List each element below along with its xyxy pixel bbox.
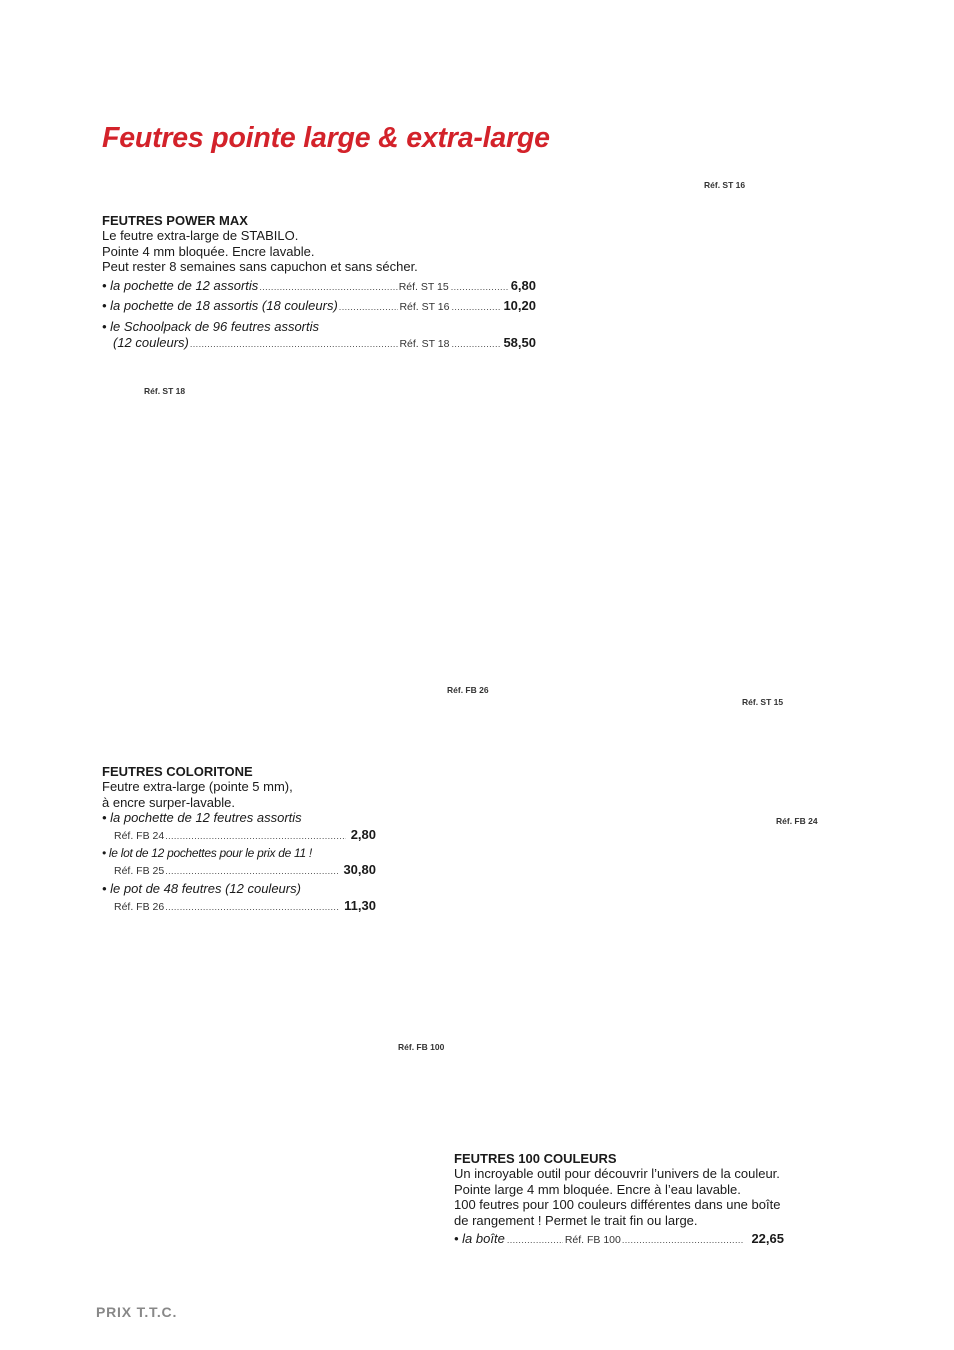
coloritone-section — [102, 764, 376, 917]
dot-leader — [451, 300, 501, 316]
product-row — [102, 278, 536, 299]
product-price: 6,80 — [510, 277, 536, 293]
section-heading: FEUTRES POWER MAX — [102, 213, 248, 228]
product-ref-row — [102, 827, 376, 846]
product-price: 11,30 — [344, 898, 376, 913]
product-row — [102, 846, 376, 862]
image-ref-caption: Réf. FB 24 — [776, 816, 818, 826]
product-price: 2,80 — [350, 827, 376, 842]
dot-leader — [165, 864, 338, 880]
product-ref: Réf. ST 18 — [399, 337, 450, 350]
power-max-section — [102, 213, 536, 355]
product-ref: Réf. ST 16 — [399, 301, 450, 313]
product-price: 30,80 — [343, 862, 376, 877]
footer-price-note: PRIX T.T.C. — [96, 1304, 178, 1320]
product-row — [102, 319, 536, 335]
product-price: 22,65 — [751, 1231, 784, 1246]
image-ref-caption: Réf. ST 16 — [704, 180, 746, 190]
product-row — [102, 810, 376, 827]
product-ref: Réf. FB 100 — [564, 1234, 621, 1246]
dot-leader — [451, 337, 501, 353]
product-row — [454, 1231, 784, 1252]
dot-leader — [339, 300, 399, 316]
section-heading: FEUTRES COLORITONE — [102, 764, 253, 779]
image-ref-caption: Réf. FB 26 — [447, 685, 489, 695]
description-line: 100 feutres pour 100 couleurs différentes dans une boîte — [454, 1197, 781, 1212]
product-label: • le lot de 12 pochettes pour le prix de 11 ! — [102, 846, 312, 860]
product-price: 10,20 — [503, 298, 536, 313]
dot-leader — [622, 1233, 745, 1249]
product-label: • la pochette de 18 assortis (18 couleurs) — [102, 298, 338, 313]
description-line: Peut rester 8 semaines sans capuchon et sans sécher. — [102, 259, 418, 274]
product-label: • la boîte — [454, 1231, 505, 1246]
product-ref-row — [102, 898, 376, 917]
dot-leader — [165, 829, 345, 845]
image-ref-caption: Réf. FB 100 — [398, 1042, 445, 1052]
product-row-continued — [102, 335, 536, 356]
product-row — [102, 881, 376, 898]
dot-leader — [507, 1233, 563, 1249]
description-line: de rangement ! Permet le trait fin ou large. — [454, 1212, 698, 1228]
dot-leader — [259, 280, 397, 296]
product-ref: Réf. FB 25 — [114, 865, 165, 877]
dot-leader — [190, 337, 399, 353]
product-label: • le pot de 48 feutres (12 couleurs) — [102, 881, 301, 896]
product-ref-row — [102, 862, 376, 881]
product-label-continued: (12 couleurs) — [113, 334, 189, 350]
product-label: • le Schoolpack de 96 feutres assortis — [102, 318, 320, 334]
description-line: Feutre extra-large (pointe 5 mm), — [102, 779, 293, 794]
description-line: à encre surper-lavable. — [102, 794, 235, 810]
cent-couleurs-section — [454, 1151, 784, 1252]
description-line: Pointe large 4 mm bloquée. Encre à l’eau lavable. — [454, 1181, 741, 1197]
description-line: Un incroyable outil pour découvrir l’univers de la couleur. — [454, 1166, 780, 1181]
product-ref: Réf. FB 26 — [114, 901, 165, 913]
image-ref-caption: Réf. ST 15 — [742, 697, 784, 707]
description-line: Pointe 4 mm bloquée. Encre lavable. — [102, 243, 315, 259]
product-row — [102, 298, 536, 319]
product-ref: Réf. ST 15 — [398, 280, 449, 293]
dot-leader — [165, 900, 339, 916]
image-ref-caption: Réf. ST 18 — [144, 386, 186, 396]
product-ref: Réf. FB 24 — [114, 830, 165, 842]
page-title: Feutres pointe large & extra-large — [102, 122, 550, 154]
section-heading: FEUTRES 100 COULEURS — [454, 1151, 617, 1166]
product-price: 58,50 — [503, 334, 536, 350]
dot-leader — [451, 280, 509, 296]
product-label: • la pochette de 12 assortis — [102, 277, 259, 293]
product-label: • la pochette de 12 feutres assortis — [102, 810, 302, 825]
description-line: Le feutre extra-large de STABILO. — [102, 228, 299, 243]
